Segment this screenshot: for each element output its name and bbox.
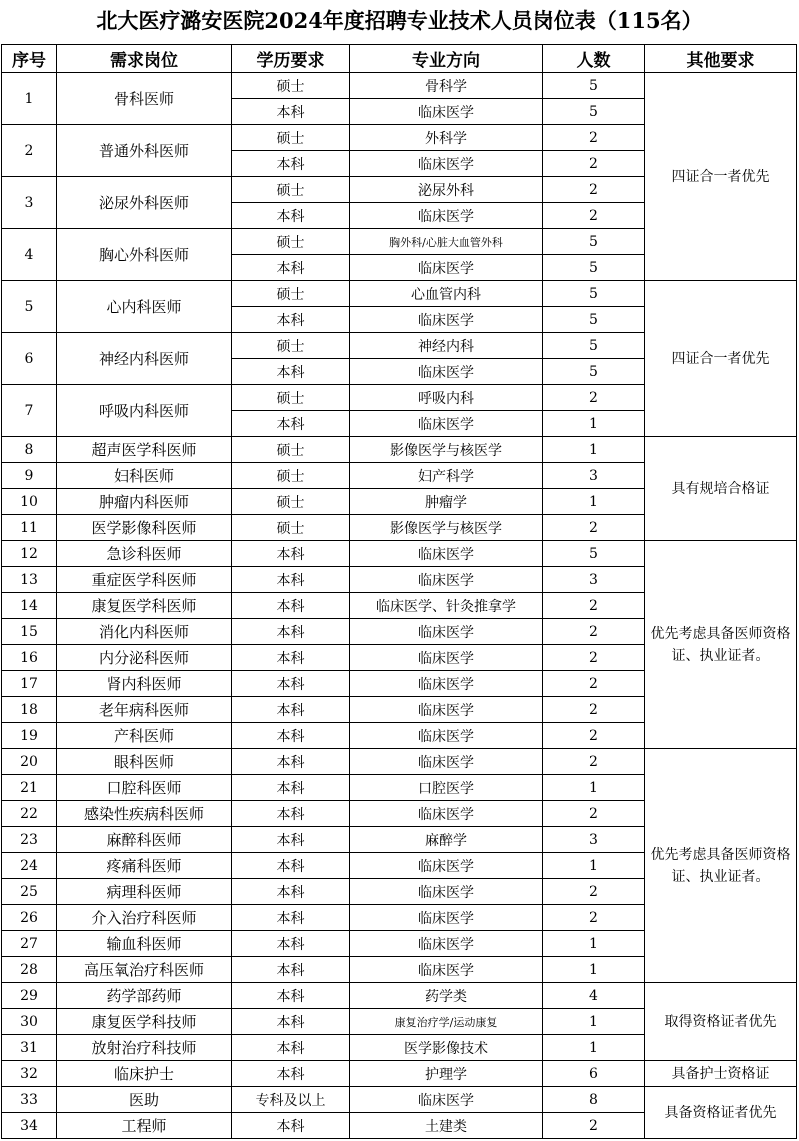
header-education: 学历要求 — [232, 45, 350, 73]
cell-count: 2 — [543, 203, 645, 229]
cell-major: 临床医学 — [350, 255, 543, 281]
cell-no: 4 — [2, 229, 57, 281]
cell-position: 产科医师 — [57, 723, 232, 749]
cell-no: 12 — [2, 541, 57, 567]
cell-no: 19 — [2, 723, 57, 749]
cell-position: 眼科医师 — [57, 749, 232, 775]
cell-no: 23 — [2, 827, 57, 853]
recruitment-table — [1, 44, 797, 1139]
cell-major: 土建类 — [350, 1113, 543, 1139]
cell-no: 17 — [2, 671, 57, 697]
table-row — [2, 541, 797, 567]
cell-education: 硕士 — [232, 73, 350, 99]
cell-count: 1 — [543, 957, 645, 983]
cell-count: 3 — [543, 567, 645, 593]
cell-count: 2 — [543, 385, 645, 411]
cell-education: 专科及以上 — [232, 1087, 350, 1113]
cell-major: 临床医学 — [350, 203, 543, 229]
cell-count: 2 — [543, 593, 645, 619]
cell-major: 临床医学 — [350, 1087, 543, 1113]
cell-no: 33 — [2, 1087, 57, 1113]
cell-count: 5 — [543, 359, 645, 385]
cell-other-requirements: 优先考虑具备医师资格证、执业证者。 — [645, 749, 797, 983]
cell-position: 康复医学科医师 — [57, 593, 232, 619]
cell-major: 呼吸内科 — [350, 385, 543, 411]
cell-count: 2 — [543, 515, 645, 541]
cell-other-requirements: 具备护士资格证 — [645, 1061, 797, 1087]
cell-major: 临床医学 — [350, 697, 543, 723]
cell-count: 4 — [543, 983, 645, 1009]
cell-major: 影像医学与核医学 — [350, 437, 543, 463]
cell-count: 2 — [543, 125, 645, 151]
cell-count: 1 — [543, 931, 645, 957]
cell-education: 本科 — [232, 1009, 350, 1035]
cell-major: 临床医学 — [350, 905, 543, 931]
cell-count: 2 — [543, 749, 645, 775]
table-header-row — [2, 45, 797, 73]
cell-count: 2 — [543, 645, 645, 671]
table-body — [2, 73, 797, 1139]
cell-education: 本科 — [232, 931, 350, 957]
cell-education: 硕士 — [232, 333, 350, 359]
cell-education: 本科 — [232, 1035, 350, 1061]
cell-major: 临床医学 — [350, 619, 543, 645]
cell-count: 5 — [543, 229, 645, 255]
cell-education: 本科 — [232, 957, 350, 983]
cell-education: 本科 — [232, 411, 350, 437]
cell-position: 胸心外科医师 — [57, 229, 232, 281]
cell-count: 2 — [543, 879, 645, 905]
cell-major: 临床医学 — [350, 359, 543, 385]
cell-education: 本科 — [232, 879, 350, 905]
cell-other-requirements: 取得资格证者优先 — [645, 983, 797, 1061]
header-count: 人数 — [543, 45, 645, 73]
cell-education: 硕士 — [232, 515, 350, 541]
cell-count: 1 — [543, 1009, 645, 1035]
cell-education: 本科 — [232, 827, 350, 853]
cell-education: 本科 — [232, 99, 350, 125]
cell-count: 2 — [543, 671, 645, 697]
cell-other-requirements: 四证合一者优先 — [645, 281, 797, 437]
cell-major: 外科学 — [350, 125, 543, 151]
header-major: 专业方向 — [350, 45, 543, 73]
cell-major: 口腔医学 — [350, 775, 543, 801]
cell-major: 临床医学 — [350, 749, 543, 775]
cell-position: 高压氧治疗科医师 — [57, 957, 232, 983]
cell-position: 心内科医师 — [57, 281, 232, 333]
cell-no: 14 — [2, 593, 57, 619]
cell-position: 骨科医师 — [57, 73, 232, 125]
cell-position: 神经内科医师 — [57, 333, 232, 385]
cell-major: 妇产科学 — [350, 463, 543, 489]
cell-education: 本科 — [232, 801, 350, 827]
cell-count: 2 — [543, 151, 645, 177]
cell-no: 25 — [2, 879, 57, 905]
cell-no: 34 — [2, 1113, 57, 1139]
cell-major: 泌尿外科 — [350, 177, 543, 203]
cell-major: 临床医学 — [350, 801, 543, 827]
table-row — [2, 281, 797, 307]
cell-education: 本科 — [232, 645, 350, 671]
cell-position: 医学影像科医师 — [57, 515, 232, 541]
cell-position: 肿瘤内科医师 — [57, 489, 232, 515]
cell-education: 本科 — [232, 1061, 350, 1087]
cell-no: 3 — [2, 177, 57, 229]
cell-no: 32 — [2, 1061, 57, 1087]
cell-major: 临床医学、针灸推拿学 — [350, 593, 543, 619]
cell-education: 本科 — [232, 203, 350, 229]
cell-position: 医助 — [57, 1087, 232, 1113]
cell-education: 本科 — [232, 983, 350, 1009]
cell-no: 30 — [2, 1009, 57, 1035]
cell-major: 药学类 — [350, 983, 543, 1009]
cell-position: 输血科医师 — [57, 931, 232, 957]
header-position: 需求岗位 — [57, 45, 232, 73]
cell-major: 临床医学 — [350, 99, 543, 125]
cell-major: 临床医学 — [350, 151, 543, 177]
cell-count: 1 — [543, 853, 645, 879]
cell-count: 1 — [543, 775, 645, 801]
cell-education: 硕士 — [232, 177, 350, 203]
cell-major: 临床医学 — [350, 567, 543, 593]
cell-major: 心血管内科 — [350, 281, 543, 307]
cell-no: 31 — [2, 1035, 57, 1061]
cell-major: 医学影像技术 — [350, 1035, 543, 1061]
cell-count: 5 — [543, 281, 645, 307]
cell-major: 临床医学 — [350, 541, 543, 567]
cell-count: 2 — [543, 905, 645, 931]
table-row — [2, 749, 797, 775]
cell-no: 16 — [2, 645, 57, 671]
cell-position: 麻醉科医师 — [57, 827, 232, 853]
cell-major: 临床医学 — [350, 645, 543, 671]
header-other-requirements: 其他要求 — [645, 45, 797, 73]
cell-major: 临床医学 — [350, 307, 543, 333]
cell-education: 硕士 — [232, 437, 350, 463]
cell-count: 5 — [543, 73, 645, 99]
cell-count: 2 — [543, 697, 645, 723]
cell-education: 硕士 — [232, 281, 350, 307]
cell-position: 介入治疗科医师 — [57, 905, 232, 931]
cell-position: 老年病科医师 — [57, 697, 232, 723]
cell-education: 本科 — [232, 853, 350, 879]
cell-major: 临床医学 — [350, 723, 543, 749]
cell-count: 5 — [543, 333, 645, 359]
cell-education: 硕士 — [232, 489, 350, 515]
cell-no: 15 — [2, 619, 57, 645]
cell-count: 3 — [543, 827, 645, 853]
cell-count: 2 — [543, 723, 645, 749]
cell-count: 1 — [543, 437, 645, 463]
cell-position: 康复医学科技师 — [57, 1009, 232, 1035]
cell-education: 本科 — [232, 541, 350, 567]
cell-position: 妇科医师 — [57, 463, 232, 489]
cell-education: 硕士 — [232, 385, 350, 411]
cell-major: 肿瘤学 — [350, 489, 543, 515]
cell-count: 5 — [543, 255, 645, 281]
cell-no: 10 — [2, 489, 57, 515]
cell-position: 超声医学科医师 — [57, 437, 232, 463]
cell-no: 13 — [2, 567, 57, 593]
cell-education: 本科 — [232, 593, 350, 619]
cell-count: 3 — [543, 463, 645, 489]
cell-education: 本科 — [232, 567, 350, 593]
cell-education: 本科 — [232, 359, 350, 385]
cell-no: 29 — [2, 983, 57, 1009]
cell-no: 22 — [2, 801, 57, 827]
cell-count: 1 — [543, 489, 645, 515]
cell-education: 本科 — [232, 619, 350, 645]
cell-count: 6 — [543, 1061, 645, 1087]
cell-no: 7 — [2, 385, 57, 437]
cell-education: 硕士 — [232, 229, 350, 255]
table-row — [2, 73, 797, 99]
cell-education: 本科 — [232, 905, 350, 931]
cell-position: 感染性疾病科医师 — [57, 801, 232, 827]
cell-position: 临床护士 — [57, 1061, 232, 1087]
cell-no: 28 — [2, 957, 57, 983]
cell-no: 8 — [2, 437, 57, 463]
cell-no: 26 — [2, 905, 57, 931]
cell-count: 5 — [543, 541, 645, 567]
cell-count: 5 — [543, 307, 645, 333]
cell-major: 临床医学 — [350, 931, 543, 957]
cell-major: 胸外科/心脏大血管外科 — [350, 229, 543, 255]
cell-position: 急诊科医师 — [57, 541, 232, 567]
cell-count: 5 — [543, 99, 645, 125]
cell-major: 临床医学 — [350, 853, 543, 879]
cell-count: 2 — [543, 619, 645, 645]
cell-education: 本科 — [232, 151, 350, 177]
cell-no: 9 — [2, 463, 57, 489]
cell-position: 工程师 — [57, 1113, 232, 1139]
cell-count: 2 — [543, 177, 645, 203]
table-row — [2, 1061, 797, 1087]
cell-major: 临床医学 — [350, 879, 543, 905]
cell-education: 本科 — [232, 1113, 350, 1139]
table-row — [2, 983, 797, 1009]
cell-major: 神经内科 — [350, 333, 543, 359]
cell-education: 硕士 — [232, 463, 350, 489]
cell-major: 临床医学 — [350, 411, 543, 437]
cell-position: 内分泌科医师 — [57, 645, 232, 671]
cell-other-requirements: 四证合一者优先 — [645, 73, 797, 281]
cell-position: 肾内科医师 — [57, 671, 232, 697]
cell-count: 2 — [543, 1113, 645, 1139]
cell-no: 11 — [2, 515, 57, 541]
cell-education: 硕士 — [232, 125, 350, 151]
cell-no: 20 — [2, 749, 57, 775]
cell-no: 6 — [2, 333, 57, 385]
cell-no: 5 — [2, 281, 57, 333]
cell-position: 疼痛科医师 — [57, 853, 232, 879]
cell-position: 病理科医师 — [57, 879, 232, 905]
cell-major: 临床医学 — [350, 957, 543, 983]
table-row — [2, 1087, 797, 1113]
cell-no: 21 — [2, 775, 57, 801]
cell-major: 康复治疗学/运动康复 — [350, 1009, 543, 1035]
cell-position: 口腔科医师 — [57, 775, 232, 801]
page-title: 北大医疗潞安医院2024年度招聘专业技术人员岗位表（115名） — [96, 8, 703, 33]
header-no: 序号 — [2, 45, 57, 73]
cell-no: 18 — [2, 697, 57, 723]
cell-position: 放射治疗科技师 — [57, 1035, 232, 1061]
cell-count: 2 — [543, 801, 645, 827]
cell-education: 本科 — [232, 255, 350, 281]
cell-education: 本科 — [232, 307, 350, 333]
cell-count: 1 — [543, 411, 645, 437]
cell-position: 泌尿外科医师 — [57, 177, 232, 229]
cell-major: 护理学 — [350, 1061, 543, 1087]
cell-other-requirements: 具有规培合格证 — [645, 437, 797, 541]
cell-no: 1 — [2, 73, 57, 125]
cell-position: 消化内科医师 — [57, 619, 232, 645]
cell-position: 呼吸内科医师 — [57, 385, 232, 437]
table-row — [2, 437, 797, 463]
cell-position: 重症医学科医师 — [57, 567, 232, 593]
cell-no: 27 — [2, 931, 57, 957]
cell-position: 药学部药师 — [57, 983, 232, 1009]
cell-major: 麻醉学 — [350, 827, 543, 853]
cell-education: 本科 — [232, 749, 350, 775]
cell-other-requirements: 具备资格证者优先 — [645, 1087, 797, 1139]
cell-no: 2 — [2, 125, 57, 177]
cell-count: 8 — [543, 1087, 645, 1113]
cell-education: 本科 — [232, 697, 350, 723]
cell-major: 骨科学 — [350, 73, 543, 99]
cell-education: 本科 — [232, 723, 350, 749]
cell-major: 影像医学与核医学 — [350, 515, 543, 541]
cell-position: 普通外科医师 — [57, 125, 232, 177]
cell-major: 临床医学 — [350, 671, 543, 697]
cell-count: 1 — [543, 1035, 645, 1061]
cell-education: 本科 — [232, 671, 350, 697]
cell-no: 24 — [2, 853, 57, 879]
cell-education: 本科 — [232, 775, 350, 801]
cell-other-requirements: 优先考虑具备医师资格证、执业证者。 — [645, 541, 797, 749]
